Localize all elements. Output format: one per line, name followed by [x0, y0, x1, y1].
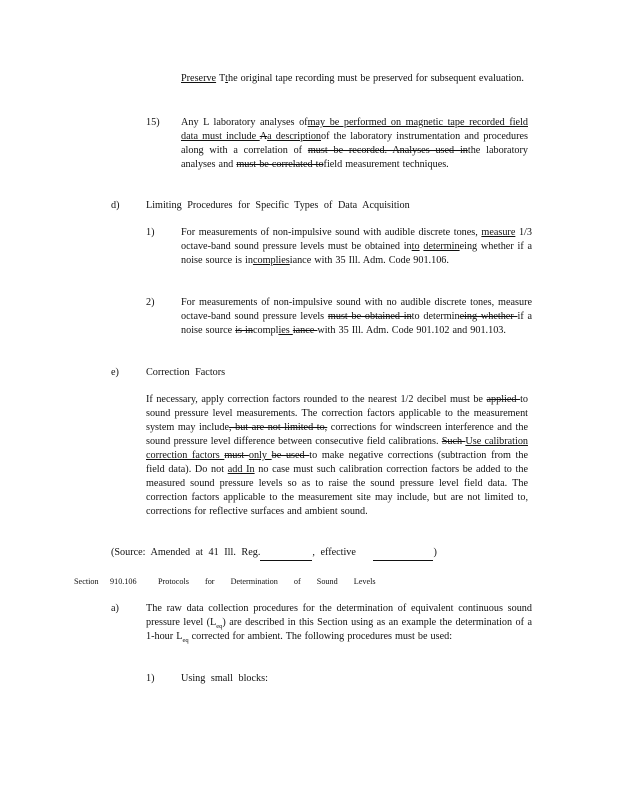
inserted-text: to	[411, 241, 420, 252]
inserted-text: a description	[267, 131, 322, 142]
inserted-text: t	[225, 73, 229, 84]
item-e-heading: Correction Factors	[146, 367, 226, 378]
inserted-text: add In	[227, 464, 255, 475]
preserve-paragraph: Preserve Tthe original tape recording must be preserved for subsequent evaluation.	[181, 73, 524, 84]
item-d2-label: 2)	[146, 297, 155, 308]
inserted-text: Use calibration correction factors	[146, 436, 529, 461]
section-title: Protocols for Determination of Sound Levels	[158, 577, 376, 586]
deleted-text: iance	[292, 325, 318, 336]
inserted-text: measure	[481, 227, 516, 238]
item-d1-paragraph: For measurements of non-impulsive sound with audible discrete tones, measure 1/3 octave-band sound pressure levels must be obtained into determineing whether if a noise source is incompliesiance with 35 Ill. Adm. Code 901.106.	[181, 227, 532, 266]
deleted-text: , but are not limited to,	[228, 422, 328, 433]
deleted-text: applied	[486, 394, 521, 405]
item-15-paragraph: Any L laboratory analyses ofmay be performed on magnetic tape recorded field data must include Aa descriptionof the laboratory instrumentation and procedures along with a correlation of must be recorded. Analyses used inthe laboratory analyses and must be correlated tofield measurement techniques.	[181, 117, 528, 170]
deleted-text: must be recorded. Analyses used in	[307, 145, 468, 156]
deleted-text: must be obtained in	[327, 311, 412, 322]
blank-effective-date	[373, 546, 433, 561]
item-d2-paragraph: For measurements of non-impulsive sound with no audible discrete tones, measure octave-band sound pressure levels must be obtained into determineing whether if a noise source is incomplies iance with 35 Ill. Adm. Code 901.102 and 901.103.	[181, 297, 533, 336]
section-label: Section	[74, 577, 99, 586]
deleted-text: must	[224, 450, 249, 461]
subscript-eq: eq	[182, 637, 189, 645]
inserted-text: Preserve	[181, 73, 217, 84]
deleted-text: be used	[271, 450, 310, 461]
inserted-text: may be performed on magnetic tape recorded field data must include	[181, 117, 528, 142]
item-15-label: 15)	[146, 117, 160, 128]
deleted-text: A	[259, 131, 268, 142]
deleted-text: eing whether	[459, 311, 518, 322]
deleted-text: must be correlated to	[236, 159, 324, 170]
item-e-paragraph: If necessary, apply correction factors rounded to the nearest 1/2 decibel must be applied to sound pressure level measurements. The correction factors applicable to the measurement system may include, but are not limited to, corrections for windscreen interference and the sound pressure level difference between consecutive field calibrations. Such Use calibration correction factors must only be used to make negative corrections (subtraction from the field data). Do not add In no case must such calibration correction factors be added to the measured sound pressure levels so as to raise the sound pressure level field data. The correction factors applicable to the measurement site may include, but are not limited to, corrections for reflective surfaces and ambient sound.	[146, 394, 529, 517]
source-note: (Source: Amended at 41 Ill. Reg. , effective )	[111, 546, 531, 561]
item-d-heading: Limiting Procedures for Specific Types of Data Acquisition	[146, 200, 410, 211]
deleted-text: is in	[235, 325, 253, 336]
item-e-label: e)	[111, 367, 119, 378]
deleted-text: Such	[441, 436, 466, 447]
inserted-text: complies	[252, 255, 290, 266]
inserted-text: ies	[278, 325, 293, 336]
item-a-paragraph: The raw data collection procedures for the determination of equivalent continuous sound pressure level $(L_{eq})$ are described in this Section using as an example the determination of a 1-hour $L_{eq}$ corrected for ambient. The following procedures must be used:	[146, 603, 533, 645]
item-a-label: a)	[111, 603, 119, 614]
item-a1-label: 1)	[146, 673, 155, 684]
inserted-text: only	[248, 450, 272, 461]
subscript-eq: eq	[216, 623, 223, 631]
inserted-text: determin	[423, 241, 460, 252]
section-number: 910.106	[110, 577, 137, 586]
item-d-label: d)	[111, 200, 120, 211]
item-a1-text: Using small blocks:	[181, 673, 268, 684]
blank-register-number	[260, 546, 312, 561]
item-d1-label: 1)	[146, 227, 155, 238]
